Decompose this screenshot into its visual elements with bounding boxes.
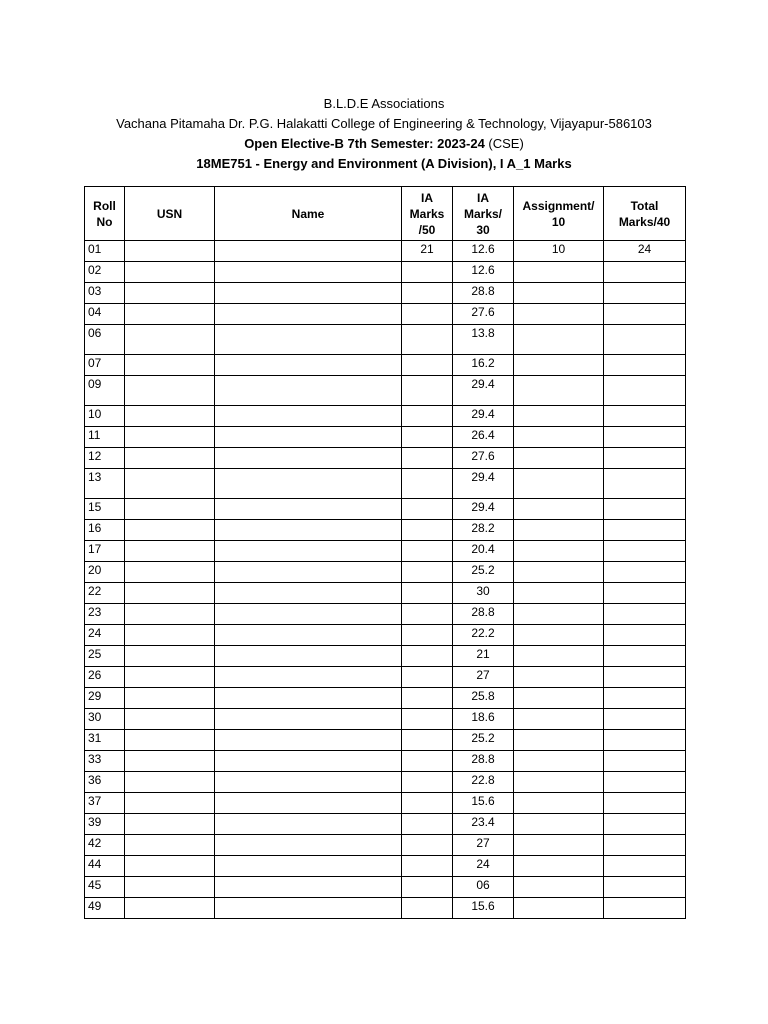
table-row bbox=[85, 730, 686, 751]
roll-no-cell: 13 bbox=[85, 469, 125, 499]
ia-marks-30-cell: 29.4 bbox=[453, 406, 514, 427]
ia-marks-30-cell: 27.6 bbox=[453, 448, 514, 469]
table-row bbox=[85, 646, 686, 667]
roll-no-cell: 04 bbox=[85, 304, 125, 325]
table-row bbox=[85, 709, 686, 730]
assignment-cell bbox=[514, 448, 604, 469]
total-marks-cell bbox=[604, 262, 686, 283]
ia-marks-30-cell: 27 bbox=[453, 835, 514, 856]
ia-marks-30-cell: 25.2 bbox=[453, 562, 514, 583]
ia-marks-30-cell: 21 bbox=[453, 646, 514, 667]
ia-marks-50-cell bbox=[402, 751, 453, 772]
name-cell bbox=[215, 520, 402, 541]
name-cell bbox=[215, 406, 402, 427]
name-cell bbox=[215, 262, 402, 283]
ia-marks-30-cell: 29.4 bbox=[453, 376, 514, 406]
usn-cell bbox=[125, 814, 215, 835]
ia-marks-50-cell bbox=[402, 625, 453, 646]
ia-marks-30-cell: 12.6 bbox=[453, 262, 514, 283]
assignment-cell bbox=[514, 730, 604, 751]
roll-no-cell: 16 bbox=[85, 520, 125, 541]
total-marks-cell bbox=[604, 283, 686, 304]
ia-marks-50-cell bbox=[402, 772, 453, 793]
name-cell bbox=[215, 814, 402, 835]
table-row bbox=[85, 667, 686, 688]
usn-cell bbox=[125, 241, 215, 262]
assignment-cell bbox=[514, 625, 604, 646]
assignment-cell bbox=[514, 604, 604, 625]
semester-text: Open Elective-B 7th Semester: 2023-24 bbox=[244, 136, 485, 151]
column-header-total: Total Marks/40 bbox=[604, 187, 686, 241]
ia-marks-30-cell: 20.4 bbox=[453, 541, 514, 562]
total-marks-cell bbox=[604, 877, 686, 898]
usn-cell bbox=[125, 730, 215, 751]
ia-marks-50-cell bbox=[402, 406, 453, 427]
assignment-cell bbox=[514, 499, 604, 520]
table-row bbox=[85, 751, 686, 772]
table-row bbox=[85, 541, 686, 562]
assignment-cell bbox=[514, 646, 604, 667]
table-row bbox=[85, 325, 686, 355]
assignment-cell bbox=[514, 304, 604, 325]
roll-no-cell: 12 bbox=[85, 448, 125, 469]
roll-no-cell: 01 bbox=[85, 241, 125, 262]
name-cell bbox=[215, 283, 402, 304]
ia-marks-50-cell bbox=[402, 262, 453, 283]
ia-marks-30-cell: 28.8 bbox=[453, 604, 514, 625]
ia-marks-30-cell: 27 bbox=[453, 667, 514, 688]
table-row bbox=[85, 469, 686, 499]
roll-no-cell: 02 bbox=[85, 262, 125, 283]
ia-marks-30-cell: 13.8 bbox=[453, 325, 514, 355]
assignment-cell bbox=[514, 541, 604, 562]
branch-text: (CSE) bbox=[484, 136, 524, 151]
name-cell bbox=[215, 562, 402, 583]
assignment-cell bbox=[514, 877, 604, 898]
table-row bbox=[85, 814, 686, 835]
assignment-cell bbox=[514, 856, 604, 877]
table-row bbox=[85, 376, 686, 406]
course-title: 18ME751 - Energy and Environment (A Division), I A_1 Marks bbox=[196, 156, 572, 171]
ia-marks-50-cell bbox=[402, 730, 453, 751]
total-marks-cell bbox=[604, 898, 686, 919]
ia-marks-50-cell bbox=[402, 304, 453, 325]
roll-no-cell: 33 bbox=[85, 751, 125, 772]
ia-marks-30-cell: 27.6 bbox=[453, 304, 514, 325]
assignment-cell bbox=[514, 583, 604, 604]
usn-cell bbox=[125, 304, 215, 325]
roll-no-cell: 10 bbox=[85, 406, 125, 427]
roll-no-cell: 36 bbox=[85, 772, 125, 793]
table-row bbox=[85, 283, 686, 304]
total-marks-cell bbox=[604, 604, 686, 625]
usn-cell bbox=[125, 520, 215, 541]
ia-marks-30-cell: 29.4 bbox=[453, 469, 514, 499]
name-cell bbox=[215, 355, 402, 376]
ia-marks-30-cell: 30 bbox=[453, 583, 514, 604]
roll-no-cell: 26 bbox=[85, 667, 125, 688]
ia-marks-30-cell: 25.2 bbox=[453, 730, 514, 751]
name-cell bbox=[215, 898, 402, 919]
total-marks-cell bbox=[604, 469, 686, 499]
usn-cell bbox=[125, 877, 215, 898]
column-header-name: Name bbox=[215, 187, 402, 241]
document-header bbox=[0, 94, 768, 174]
total-marks-cell bbox=[604, 667, 686, 688]
assignment-cell: 10 bbox=[514, 241, 604, 262]
assignment-cell bbox=[514, 283, 604, 304]
name-cell bbox=[215, 646, 402, 667]
ia-marks-30-cell: 22.8 bbox=[453, 772, 514, 793]
usn-cell bbox=[125, 376, 215, 406]
table-row bbox=[85, 241, 686, 262]
ia-marks-50-cell bbox=[402, 520, 453, 541]
assignment-cell bbox=[514, 376, 604, 406]
column-header-ia-marks-50: IA Marks /50 bbox=[402, 187, 453, 241]
name-cell bbox=[215, 772, 402, 793]
name-cell bbox=[215, 583, 402, 604]
ia-marks-50-cell bbox=[402, 541, 453, 562]
college-name: Vachana Pitamaha Dr. P.G. Halakatti College of Engineering & Technology, Vijayapur-586103 bbox=[116, 116, 652, 131]
ia-marks-50-cell bbox=[402, 793, 453, 814]
name-cell bbox=[215, 856, 402, 877]
assignment-cell bbox=[514, 814, 604, 835]
column-header-assignment: Assignment/ 10 bbox=[514, 187, 604, 241]
ia-marks-30-cell: 22.2 bbox=[453, 625, 514, 646]
roll-no-cell: 37 bbox=[85, 793, 125, 814]
roll-no-cell: 30 bbox=[85, 709, 125, 730]
roll-no-cell: 15 bbox=[85, 499, 125, 520]
table-row bbox=[85, 583, 686, 604]
name-cell bbox=[215, 709, 402, 730]
ia-marks-30-cell: 18.6 bbox=[453, 709, 514, 730]
ia-marks-50-cell bbox=[402, 604, 453, 625]
ia-marks-50-cell bbox=[402, 562, 453, 583]
total-marks-cell bbox=[604, 520, 686, 541]
assignment-cell bbox=[514, 562, 604, 583]
ia-marks-50-cell bbox=[402, 646, 453, 667]
roll-no-cell: 07 bbox=[85, 355, 125, 376]
usn-cell bbox=[125, 325, 215, 355]
assignment-cell bbox=[514, 793, 604, 814]
usn-cell bbox=[125, 583, 215, 604]
ia-marks-50-cell bbox=[402, 898, 453, 919]
roll-no-cell: 42 bbox=[85, 835, 125, 856]
roll-no-cell: 25 bbox=[85, 646, 125, 667]
ia-marks-30-cell: 16.2 bbox=[453, 355, 514, 376]
semester-line bbox=[0, 134, 768, 154]
total-marks-cell bbox=[604, 448, 686, 469]
roll-no-cell: 31 bbox=[85, 730, 125, 751]
roll-no-cell: 23 bbox=[85, 604, 125, 625]
ia-marks-30-cell: 06 bbox=[453, 877, 514, 898]
roll-no-cell: 45 bbox=[85, 877, 125, 898]
ia-marks-50-cell bbox=[402, 355, 453, 376]
ia-marks-50-cell bbox=[402, 709, 453, 730]
table-row bbox=[85, 604, 686, 625]
name-cell bbox=[215, 688, 402, 709]
total-marks-cell bbox=[604, 835, 686, 856]
name-cell bbox=[215, 448, 402, 469]
assignment-cell bbox=[514, 835, 604, 856]
ia-marks-30-cell: 15.6 bbox=[453, 793, 514, 814]
ia-marks-50-cell bbox=[402, 583, 453, 604]
usn-cell bbox=[125, 646, 215, 667]
table-row bbox=[85, 772, 686, 793]
ia-marks-30-cell: 15.6 bbox=[453, 898, 514, 919]
table-row bbox=[85, 448, 686, 469]
total-marks-cell bbox=[604, 688, 686, 709]
roll-no-cell: 03 bbox=[85, 283, 125, 304]
name-cell bbox=[215, 877, 402, 898]
usn-cell bbox=[125, 604, 215, 625]
total-marks-cell bbox=[604, 583, 686, 604]
ia-marks-50-cell bbox=[402, 325, 453, 355]
ia-marks-50-cell bbox=[402, 469, 453, 499]
name-cell bbox=[215, 469, 402, 499]
ia-marks-50-cell bbox=[402, 814, 453, 835]
ia-marks-50-cell bbox=[402, 877, 453, 898]
assignment-cell bbox=[514, 709, 604, 730]
table-row bbox=[85, 499, 686, 520]
ia-marks-30-cell: 12.6 bbox=[453, 241, 514, 262]
table-row bbox=[85, 856, 686, 877]
ia-marks-50-cell bbox=[402, 283, 453, 304]
total-marks-cell bbox=[604, 355, 686, 376]
name-cell bbox=[215, 427, 402, 448]
assignment-cell bbox=[514, 469, 604, 499]
assignment-cell bbox=[514, 688, 604, 709]
table-row bbox=[85, 520, 686, 541]
total-marks-cell bbox=[604, 376, 686, 406]
total-marks-cell bbox=[604, 427, 686, 448]
table-row bbox=[85, 898, 686, 919]
table-row bbox=[85, 625, 686, 646]
usn-cell bbox=[125, 262, 215, 283]
table-row bbox=[85, 304, 686, 325]
column-header-ia-marks-30: IA Marks/ 30 bbox=[453, 187, 514, 241]
total-marks-cell bbox=[604, 499, 686, 520]
usn-cell bbox=[125, 856, 215, 877]
name-cell bbox=[215, 499, 402, 520]
ia-marks-50-cell bbox=[402, 499, 453, 520]
name-cell bbox=[215, 541, 402, 562]
name-cell bbox=[215, 241, 402, 262]
ia-marks-50-cell bbox=[402, 688, 453, 709]
usn-cell bbox=[125, 562, 215, 583]
column-header-roll-no: Roll No bbox=[85, 187, 125, 241]
assignment-cell bbox=[514, 355, 604, 376]
ia-marks-30-cell: 28.2 bbox=[453, 520, 514, 541]
usn-cell bbox=[125, 898, 215, 919]
total-marks-cell: 24 bbox=[604, 241, 686, 262]
total-marks-cell bbox=[604, 646, 686, 667]
assignment-cell bbox=[514, 262, 604, 283]
usn-cell bbox=[125, 448, 215, 469]
usn-cell bbox=[125, 793, 215, 814]
total-marks-cell bbox=[604, 730, 686, 751]
usn-cell bbox=[125, 772, 215, 793]
total-marks-cell bbox=[604, 625, 686, 646]
name-cell bbox=[215, 730, 402, 751]
ia-marks-50-cell bbox=[402, 376, 453, 406]
name-cell bbox=[215, 376, 402, 406]
total-marks-cell bbox=[604, 751, 686, 772]
total-marks-cell bbox=[604, 304, 686, 325]
table-row bbox=[85, 427, 686, 448]
ia-marks-50-cell bbox=[402, 856, 453, 877]
ia-marks-30-cell: 28.8 bbox=[453, 751, 514, 772]
total-marks-cell bbox=[604, 325, 686, 355]
ia-marks-30-cell: 23.4 bbox=[453, 814, 514, 835]
assignment-cell bbox=[514, 772, 604, 793]
roll-no-cell: 06 bbox=[85, 325, 125, 355]
name-cell bbox=[215, 835, 402, 856]
name-cell bbox=[215, 793, 402, 814]
usn-cell bbox=[125, 355, 215, 376]
assignment-cell bbox=[514, 898, 604, 919]
total-marks-cell bbox=[604, 709, 686, 730]
ia-marks-50-cell bbox=[402, 448, 453, 469]
roll-no-cell: 09 bbox=[85, 376, 125, 406]
total-marks-cell bbox=[604, 406, 686, 427]
usn-cell bbox=[125, 625, 215, 646]
name-cell bbox=[215, 667, 402, 688]
usn-cell bbox=[125, 499, 215, 520]
total-marks-cell bbox=[604, 541, 686, 562]
usn-cell bbox=[125, 541, 215, 562]
table-row bbox=[85, 835, 686, 856]
name-cell bbox=[215, 325, 402, 355]
table-row bbox=[85, 406, 686, 427]
roll-no-cell: 39 bbox=[85, 814, 125, 835]
ia-marks-50-cell bbox=[402, 835, 453, 856]
roll-no-cell: 44 bbox=[85, 856, 125, 877]
usn-cell bbox=[125, 835, 215, 856]
name-cell bbox=[215, 604, 402, 625]
ia-marks-30-cell: 29.4 bbox=[453, 499, 514, 520]
table-row bbox=[85, 262, 686, 283]
ia-marks-50-cell bbox=[402, 427, 453, 448]
usn-cell bbox=[125, 283, 215, 304]
ia-marks-30-cell: 26.4 bbox=[453, 427, 514, 448]
roll-no-cell: 17 bbox=[85, 541, 125, 562]
total-marks-cell bbox=[604, 856, 686, 877]
name-cell bbox=[215, 751, 402, 772]
marks-table-body bbox=[85, 241, 686, 919]
roll-no-cell: 49 bbox=[85, 898, 125, 919]
table-row bbox=[85, 688, 686, 709]
ia-marks-30-cell: 24 bbox=[453, 856, 514, 877]
roll-no-cell: 11 bbox=[85, 427, 125, 448]
ia-marks-30-cell: 25.8 bbox=[453, 688, 514, 709]
assignment-cell bbox=[514, 520, 604, 541]
table-row bbox=[85, 355, 686, 376]
name-cell bbox=[215, 304, 402, 325]
usn-cell bbox=[125, 667, 215, 688]
total-marks-cell bbox=[604, 793, 686, 814]
ia-marks-50-cell: 21 bbox=[402, 241, 453, 262]
usn-cell bbox=[125, 427, 215, 448]
assignment-cell bbox=[514, 667, 604, 688]
column-header-usn: USN bbox=[125, 187, 215, 241]
table-header-row bbox=[85, 187, 686, 241]
total-marks-cell bbox=[604, 814, 686, 835]
assignment-cell bbox=[514, 427, 604, 448]
roll-no-cell: 29 bbox=[85, 688, 125, 709]
total-marks-cell bbox=[604, 562, 686, 583]
usn-cell bbox=[125, 688, 215, 709]
assignment-cell bbox=[514, 325, 604, 355]
name-cell bbox=[215, 625, 402, 646]
assignment-cell bbox=[514, 751, 604, 772]
assignment-cell bbox=[514, 406, 604, 427]
total-marks-cell bbox=[604, 772, 686, 793]
ia-marks-30-cell: 28.8 bbox=[453, 283, 514, 304]
association-name: B.L.D.E Associations bbox=[323, 96, 445, 111]
roll-no-cell: 24 bbox=[85, 625, 125, 646]
roll-no-cell: 22 bbox=[85, 583, 125, 604]
usn-cell bbox=[125, 709, 215, 730]
marks-table bbox=[84, 186, 686, 919]
usn-cell bbox=[125, 469, 215, 499]
roll-no-cell: 20 bbox=[85, 562, 125, 583]
table-row bbox=[85, 562, 686, 583]
usn-cell bbox=[125, 751, 215, 772]
usn-cell bbox=[125, 406, 215, 427]
table-row bbox=[85, 793, 686, 814]
ia-marks-50-cell bbox=[402, 667, 453, 688]
table-row bbox=[85, 877, 686, 898]
